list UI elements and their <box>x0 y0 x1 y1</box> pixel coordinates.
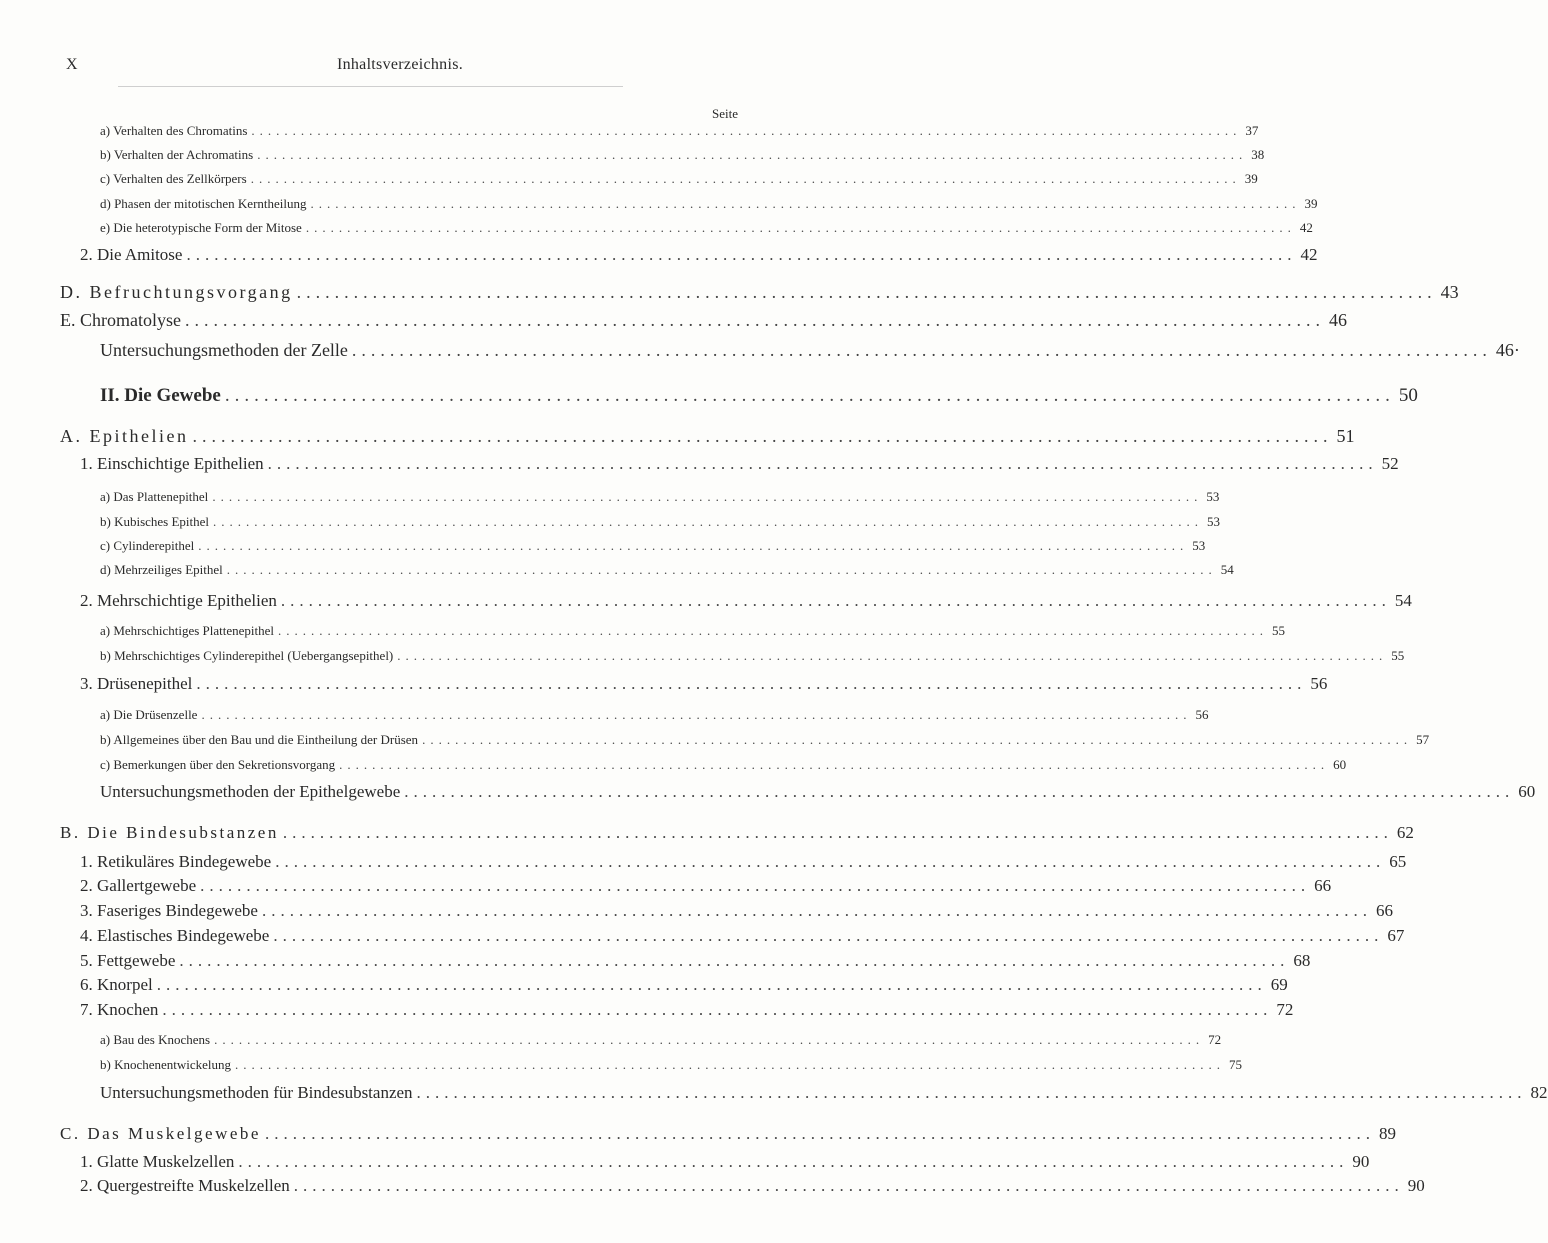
toc-entry-label: 3. Drüsenepithel <box>80 674 193 693</box>
toc-entry[interactable] <box>100 385 1418 407</box>
toc-entry[interactable] <box>100 538 1206 554</box>
page-column-label: Seite <box>712 106 738 121</box>
toc-entry-page: 50 <box>1398 385 1418 406</box>
toc-entry[interactable] <box>100 1057 1243 1073</box>
toc-entry-label: b) Kubisches Epithel <box>100 514 210 529</box>
dot-leader: ........................................................................................................................ <box>250 171 1241 186</box>
dot-leader: ........................................................................................................................ <box>198 538 1189 553</box>
toc-entry[interactable] <box>60 310 1347 331</box>
toc-entry[interactable] <box>60 282 1459 303</box>
toc-entry-page: 90 <box>1407 1176 1425 1195</box>
toc-entry-page: 39 <box>1244 171 1258 186</box>
toc-entry-page: 67 <box>1387 926 1405 945</box>
toc-entry[interactable] <box>80 1152 1370 1172</box>
toc-entry-label: a) Verhalten des Chromatins <box>100 123 248 138</box>
dot-leader: ........................................................................................................................ <box>305 220 1296 235</box>
toc-entry-label: 2. Die Amitose <box>80 245 183 264</box>
dot-leader: ........................................................................................................................ <box>351 340 1492 360</box>
toc-entry-label: 5. Fettgewebe <box>80 951 176 970</box>
toc-entry[interactable] <box>80 901 1393 921</box>
dot-leader: ........................................................................................................................ <box>261 901 1372 920</box>
toc-entry-label: b) Allgemeines über den Bau und die Eintheilung der Drüsen <box>100 732 419 747</box>
toc-entry-page: 55 <box>1391 648 1405 663</box>
toc-entry[interactable] <box>100 648 1405 664</box>
toc-entry[interactable] <box>80 975 1288 995</box>
dot-leader: ........................................................................................................................ <box>296 282 1437 302</box>
dot-leader: ........................................................................................................................ <box>214 1032 1205 1047</box>
toc-entry-label: 1. Einschichtige Epithelien <box>80 454 264 473</box>
dot-leader: ........................................................................................................................ <box>184 310 1325 330</box>
toc-entry-page: 46 <box>1328 310 1347 330</box>
dot-leader: ........................................................................................................................ <box>267 454 1378 473</box>
toc-entry[interactable] <box>60 426 1355 447</box>
dot-leader: ........................................................................................................................ <box>251 123 1242 138</box>
toc-entry-page: 72 <box>1276 1000 1294 1019</box>
dot-leader: ........................................................................................................................ <box>275 852 1386 871</box>
dot-leader: ........................................................................................................................ <box>257 147 1248 162</box>
toc-entry[interactable] <box>100 623 1286 639</box>
toc-entry-label: b) Verhalten der Achromatins <box>100 147 254 162</box>
toc-entry-page: 62 <box>1396 823 1414 842</box>
toc-entry-page: 57 <box>1416 732 1430 747</box>
toc-entry-label: a) Mehrschichtiges Plattenepithel <box>100 623 275 638</box>
toc-entry[interactable] <box>80 454 1399 474</box>
toc-entry-page: 39 <box>1304 196 1318 211</box>
toc-entry-label: 2. Quergestreifte Muskelzellen <box>80 1176 290 1195</box>
toc-entry-label: C. Das Muskelgewebe <box>60 1124 261 1143</box>
toc-entry-page: 89 <box>1378 1124 1396 1143</box>
toc-entry-label: c) Cylinderepithel <box>100 538 195 553</box>
toc-entry-page: 43 <box>1440 282 1459 302</box>
dot-leader: ........................................................................................................................ <box>226 562 1217 577</box>
toc-entry-page: 66 <box>1375 901 1393 920</box>
toc-entry-page: 60 <box>1518 782 1536 801</box>
toc-entry[interactable] <box>100 757 1347 773</box>
toc-entry[interactable] <box>100 147 1265 163</box>
toc-entry-page: 51 <box>1336 426 1355 446</box>
toc-entry[interactable] <box>80 1000 1294 1020</box>
toc-entry[interactable] <box>100 514 1221 530</box>
toc-entry-page: 56 <box>1195 707 1209 722</box>
dot-leader: ........................................................................................................................ <box>235 1057 1226 1072</box>
toc-entry[interactable] <box>80 876 1332 896</box>
dot-leader: ........................................................................................................................ <box>278 623 1269 638</box>
toc-entry-page: 42 <box>1299 220 1313 235</box>
toc-entry[interactable] <box>100 782 1536 802</box>
toc-entry-label: b) Mehrschichtiges Cylinderepithel (Uebergangsepithel) <box>100 648 394 663</box>
dot-leader: ........................................................................................................................ <box>213 514 1204 529</box>
toc-entry[interactable] <box>100 340 1520 361</box>
toc-entry[interactable] <box>100 123 1259 139</box>
toc-entry-page: 37 <box>1245 123 1259 138</box>
toc-entry[interactable] <box>100 489 1220 505</box>
dot-leader: ........................................................................................................................ <box>404 782 1515 801</box>
dot-leader: ........................................................................................................................ <box>192 426 1333 446</box>
toc-entry-page: 75 <box>1229 1057 1243 1072</box>
dot-leader: ........................................................................................................................ <box>273 926 1384 945</box>
toc-entry-page: 69 <box>1270 975 1288 994</box>
toc-entry-label: a) Das Plattenepithel <box>100 489 209 504</box>
toc-entry-label: a) Die Drüsenzelle <box>100 707 198 722</box>
dot-leader: ........................................................................................................................ <box>186 245 1297 264</box>
toc-entry[interactable] <box>80 852 1407 872</box>
toc-entry-page: 42 <box>1300 245 1318 264</box>
toc-entry-page: 54 <box>1394 591 1412 610</box>
toc-entry-label: B. Die Bindesubstanzen <box>60 823 279 842</box>
toc-entry-page: 55 <box>1272 623 1286 638</box>
toc-entry[interactable] <box>60 1124 1396 1144</box>
toc-entry-page: 52 <box>1381 454 1399 473</box>
toc-entry-label: 2. Mehrschichtige Epithelien <box>80 591 277 610</box>
dot-leader: ........................................................................................................................ <box>156 975 1267 994</box>
toc-entry-label: e) Die heterotypische Form der Mitose <box>100 220 302 235</box>
toc-entry-page: 53 <box>1206 489 1220 504</box>
toc-entry-label: a) Bau des Knochens <box>100 1032 211 1047</box>
toc-entry-label: D. Befruchtungsvorgang <box>60 282 293 302</box>
toc-entry[interactable] <box>100 1083 1548 1103</box>
dot-leader: ........................................................................................................................ <box>310 196 1301 211</box>
toc-entry-page: 68 <box>1293 951 1311 970</box>
toc-entry-page: 46· <box>1495 340 1520 360</box>
toc-entry-page: 65 <box>1389 852 1407 871</box>
toc-entry-label: 3. Faseriges Bindegewebe <box>80 901 258 920</box>
toc-entry[interactable] <box>80 926 1405 946</box>
toc-entry-label: 4. Elastisches Bindegewebe <box>80 926 270 945</box>
toc-entry-page: 56 <box>1310 674 1328 693</box>
toc-entry-page: 60 <box>1333 757 1347 772</box>
toc-entry-label: b) Knochenentwickelung <box>100 1057 232 1072</box>
toc-entry-page: 53 <box>1207 514 1221 529</box>
toc-entry-page: 82 <box>1530 1083 1548 1102</box>
toc-entry-page: 38 <box>1251 147 1265 162</box>
page-header <box>0 50 800 80</box>
toc-entry-label: E. Chromatolyse <box>60 310 181 330</box>
toc-entry[interactable] <box>80 591 1412 611</box>
toc-entry-label: d) Phasen der mitotischen Kerntheilung <box>100 196 307 211</box>
dot-leader: ........................................................................................................................ <box>238 1152 1349 1171</box>
toc-entry-label: 7. Knochen <box>80 1000 159 1019</box>
dot-leader: ........................................................................................................................ <box>339 757 1330 772</box>
dot-leader: ........................................................................................................................ <box>196 674 1307 693</box>
dot-leader: ........................................................................................................................ <box>224 385 1395 406</box>
dot-leader: ........................................................................................................................ <box>397 648 1388 663</box>
toc-entry[interactable] <box>100 562 1234 578</box>
toc-entry[interactable] <box>80 1176 1425 1196</box>
toc-entry[interactable] <box>80 674 1328 694</box>
toc-entry-page: 72 <box>1208 1032 1222 1047</box>
dot-leader: ........................................................................................................................ <box>212 489 1203 504</box>
dot-leader: ........................................................................................................................ <box>179 951 1290 970</box>
toc-entry-label: c) Bemerkungen über den Sekretionsvorgang <box>100 757 336 772</box>
toc-entry-label: 6. Knorpel <box>80 975 153 994</box>
toc-entry-label: c) Verhalten des Zellkörpers <box>100 171 247 186</box>
toc-entry-page: 53 <box>1192 538 1206 553</box>
toc-entry-page: 90 <box>1352 1152 1370 1171</box>
toc-entry[interactable] <box>100 220 1313 236</box>
toc-entry-label: A. Epithelien <box>60 426 189 446</box>
toc-entry[interactable] <box>100 196 1318 212</box>
toc-entry[interactable] <box>80 951 1311 971</box>
page-title: Inhaltsverzeichnis. <box>336 56 464 73</box>
header-rule <box>118 86 623 87</box>
toc-entry-page: 54 <box>1220 562 1234 577</box>
toc-entry[interactable] <box>100 732 1430 748</box>
dot-leader: ........................................................................................................................ <box>282 823 1393 842</box>
toc-entry[interactable] <box>100 1032 1222 1048</box>
toc-entry[interactable] <box>100 707 1209 723</box>
dot-leader: ........................................................................................................................ <box>422 732 1413 747</box>
toc-entry[interactable] <box>80 245 1318 265</box>
toc-entry-label: Untersuchungsmethoden der Epithelgewebe <box>100 782 401 801</box>
toc-entry-label: Untersuchungsmethoden der Zelle <box>100 340 348 360</box>
dot-leader: ........................................................................................................................ <box>264 1124 1375 1143</box>
toc-entry-label: II. Die Gewebe <box>100 385 221 406</box>
toc-entry-page: 66 <box>1314 876 1332 895</box>
toc-entry[interactable] <box>100 171 1258 187</box>
toc-entry-label: 2. Gallertgewebe <box>80 876 197 895</box>
page-number: X <box>66 56 78 73</box>
dot-leader: ........................................................................................................................ <box>201 707 1192 722</box>
dot-leader: ........................................................................................................................ <box>280 591 1391 610</box>
dot-leader: ........................................................................................................................ <box>416 1083 1527 1102</box>
toc-entry-label: 1. Retikuläres Bindegewebe <box>80 852 272 871</box>
toc-entry-label: 1. Glatte Muskelzellen <box>80 1152 235 1171</box>
toc-entry-label: d) Mehrzeiliges Epithel <box>100 562 223 577</box>
toc-entry-label: Untersuchungsmethoden für Bindesubstanzen <box>100 1083 413 1102</box>
dot-leader: ........................................................................................................................ <box>162 1000 1273 1019</box>
dot-leader: ........................................................................................................................ <box>293 1176 1404 1195</box>
dot-leader: ........................................................................................................................ <box>200 876 1311 895</box>
toc-entry[interactable] <box>60 823 1414 843</box>
